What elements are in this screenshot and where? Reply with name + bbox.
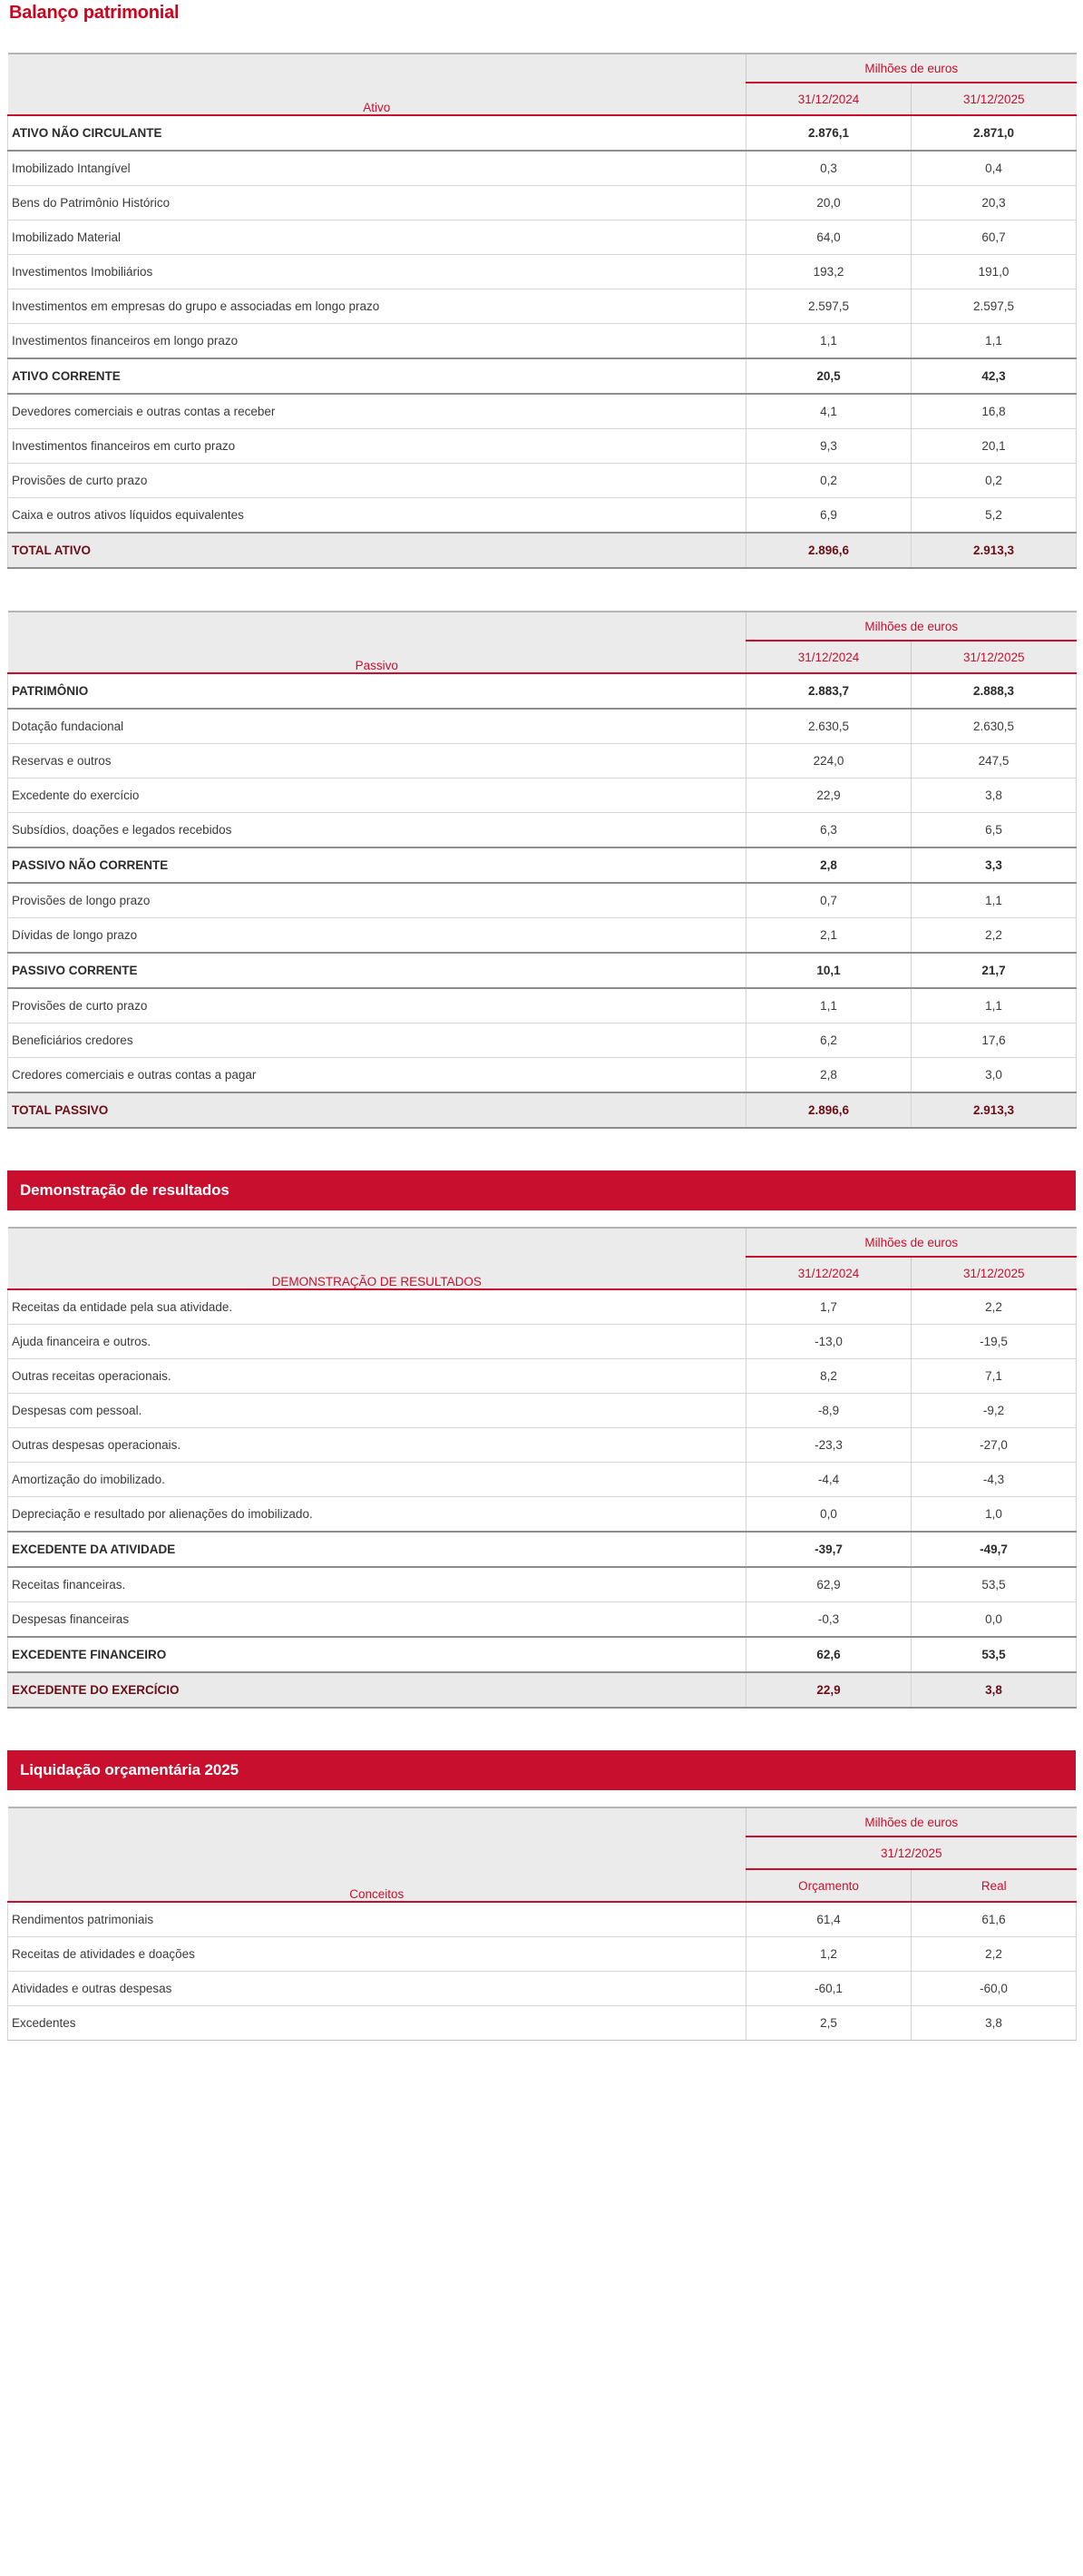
table-row (8, 289, 1077, 324)
row-value-1: 0,0 (746, 1497, 912, 1533)
row-value-2: 247,5 (912, 744, 1077, 779)
table-row (8, 429, 1077, 464)
row-label: Despesas financeiras (8, 1602, 746, 1638)
table-row (8, 464, 1077, 498)
row-value-1: 6,9 (746, 498, 912, 534)
row-value-1: 2.896,6 (746, 533, 912, 568)
row-value-1: 2.630,5 (746, 709, 912, 744)
row-label: Investimentos em empresas do grupo e associadas em longo prazo (8, 289, 746, 324)
table-row (8, 1024, 1077, 1058)
row-value-2: 42,3 (912, 358, 1077, 394)
spacer (7, 569, 1076, 611)
table-row (8, 394, 1077, 429)
table-row (8, 744, 1077, 779)
row-label: PASSIVO CORRENTE (8, 953, 746, 988)
row-label: Investimentos financeiros em curto prazo (8, 429, 746, 464)
row-value-1: 2,1 (746, 918, 912, 954)
row-value-1: 9,3 (746, 429, 912, 464)
row-value-2: -60,0 (912, 1972, 1077, 2006)
row-label: Excedente do exercício (8, 779, 746, 813)
row-label: EXCEDENTE FINANCEIRO (8, 1637, 746, 1672)
row-value-2: -27,0 (912, 1428, 1077, 1463)
row-value-2: -9,2 (912, 1394, 1077, 1428)
row-value-1: -60,1 (746, 1972, 912, 2006)
liabilities-table-head (8, 612, 1077, 673)
assets-table-head (8, 54, 1077, 115)
spacer (7, 1129, 1076, 1170)
row-value-1: 2.597,5 (746, 289, 912, 324)
table-row (8, 1058, 1077, 1093)
section-banner-budget-liquidation: Liquidação orçamentária 2025 (7, 1750, 1076, 1790)
budget-date-header: 31/12/2025 (746, 1837, 1077, 1869)
row-value-1: 22,9 (746, 779, 912, 813)
row-value-2: 61,6 (912, 1902, 1077, 1937)
table-row (8, 1972, 1077, 2006)
table-row (8, 883, 1077, 918)
row-value-2: 2,2 (912, 1289, 1077, 1325)
row-value-1: -13,0 (746, 1325, 912, 1359)
row-value-1: 1,2 (746, 1937, 912, 1972)
row-value-1: 8,2 (746, 1359, 912, 1394)
table-row (8, 673, 1077, 709)
page-title-balance: Balanço patrimonial (9, 3, 180, 23)
budget-row-label-header: Conceitos (8, 1807, 746, 1902)
row-value-1: 193,2 (746, 255, 912, 289)
assets-column-header-1: 31/12/2024 (746, 83, 912, 115)
row-value-2: 53,5 (912, 1567, 1077, 1602)
row-value-2: -49,7 (912, 1532, 1077, 1567)
row-value-2: 3,8 (912, 2006, 1077, 2041)
table-row (8, 115, 1077, 151)
table-row (8, 1532, 1077, 1567)
row-label: Receitas de atividades e doações (8, 1937, 746, 1972)
row-value-1: 20,5 (746, 358, 912, 394)
income-statement-row-label-header: DEMONSTRAÇÃO DE RESULTADOS (8, 1228, 746, 1289)
row-label: Outras despesas operacionais. (8, 1428, 746, 1463)
income-statement-table (7, 1227, 1077, 1709)
spacer (7, 1790, 1076, 1807)
row-value-2: 0,4 (912, 151, 1077, 186)
row-label: Imobilizado Intangível (8, 151, 746, 186)
row-value-2: 1,1 (912, 324, 1077, 359)
table-row (8, 1602, 1077, 1638)
spacer (7, 25, 1076, 53)
table-row (8, 813, 1077, 848)
assets-column-header-2: 31/12/2025 (912, 83, 1077, 115)
table-row (8, 709, 1077, 744)
row-label: Subsídios, doações e legados recebidos (8, 813, 746, 848)
table-row (8, 1567, 1077, 1602)
table-row (8, 953, 1077, 988)
table-row (8, 2006, 1077, 2041)
row-value-2: 60,7 (912, 220, 1077, 255)
table-row (8, 324, 1077, 359)
row-value-2: 2,2 (912, 1937, 1077, 1972)
row-label: Depreciação e resultado por alienações do imobilizado. (8, 1497, 746, 1533)
row-value-2: 2.871,0 (912, 115, 1077, 151)
row-value-1: -39,7 (746, 1532, 912, 1567)
row-label: Reservas e outros (8, 744, 746, 779)
row-label: Bens do Patrimônio Histórico (8, 186, 746, 220)
table-row (8, 358, 1077, 394)
table-row (8, 151, 1077, 186)
row-value-1: -23,3 (746, 1428, 912, 1463)
table-row (8, 1937, 1077, 1972)
row-value-2: 21,7 (912, 953, 1077, 988)
row-label: Provisões de curto prazo (8, 988, 746, 1024)
row-value-2: 2.913,3 (912, 1092, 1077, 1128)
row-value-1: 1,1 (746, 988, 912, 1024)
assets-table (7, 53, 1077, 569)
row-label: Outras receitas operacionais. (8, 1359, 746, 1394)
liabilities-unit-header: Milhões de euros (746, 612, 1077, 641)
table-row (8, 988, 1077, 1024)
row-label: PASSIVO NÃO CORRENTE (8, 847, 746, 883)
row-label: Provisões de curto prazo (8, 464, 746, 498)
row-value-2: 20,1 (912, 429, 1077, 464)
row-value-1: 1,7 (746, 1289, 912, 1325)
row-value-2: 2.630,5 (912, 709, 1077, 744)
row-label: Caixa e outros ativos líquidos equivalentes (8, 498, 746, 534)
row-value-1: 2,8 (746, 847, 912, 883)
row-value-1: 22,9 (746, 1672, 912, 1708)
row-value-2: 5,2 (912, 498, 1077, 534)
liabilities-table (7, 611, 1077, 1129)
row-value-2: 2,2 (912, 918, 1077, 954)
row-value-1: 2,8 (746, 1058, 912, 1093)
budget-liquidation-table (7, 1807, 1077, 2041)
budget-column-header-2: Real (912, 1869, 1077, 1902)
row-value-1: 6,2 (746, 1024, 912, 1058)
row-value-2: 1,0 (912, 1497, 1077, 1533)
income-statement-table-head (8, 1228, 1077, 1289)
row-value-2: -4,3 (912, 1463, 1077, 1497)
row-value-2: 1,1 (912, 883, 1077, 918)
liabilities-column-header-1: 31/12/2024 (746, 641, 912, 673)
row-label: EXCEDENTE DA ATIVIDADE (8, 1532, 746, 1567)
row-value-2: 20,3 (912, 186, 1077, 220)
row-value-1: 10,1 (746, 953, 912, 988)
row-value-2: 7,1 (912, 1359, 1077, 1394)
table-row (8, 220, 1077, 255)
income-statement-column-header-1: 31/12/2024 (746, 1257, 912, 1289)
row-label: Investimentos Imobiliários (8, 255, 746, 289)
row-value-1: 6,3 (746, 813, 912, 848)
row-label: Receitas da entidade pela sua atividade. (8, 1289, 746, 1325)
row-value-1: -8,9 (746, 1394, 912, 1428)
budget-column-header-1: Orçamento (746, 1869, 912, 1902)
row-value-2: 3,3 (912, 847, 1077, 883)
table-row (8, 1902, 1077, 1937)
row-value-2: 53,5 (912, 1637, 1077, 1672)
row-label: Beneficiários credores (8, 1024, 746, 1058)
budget-liquidation-table-head (8, 1807, 1077, 1902)
row-label: Dívidas de longo prazo (8, 918, 746, 954)
row-label: Imobilizado Material (8, 220, 746, 255)
table-row (8, 1359, 1077, 1394)
budget-unit-header: Milhões de euros (746, 1807, 1077, 1837)
row-value-2: 0,0 (912, 1602, 1077, 1638)
table-row (8, 847, 1077, 883)
row-value-2: 3,8 (912, 779, 1077, 813)
row-label: Rendimentos patrimoniais (8, 1902, 746, 1937)
row-value-2: 191,0 (912, 255, 1077, 289)
row-label: PATRIMÔNIO (8, 673, 746, 709)
row-value-2: 2.888,3 (912, 673, 1077, 709)
row-label: TOTAL PASSIVO (8, 1092, 746, 1128)
row-label: TOTAL ATIVO (8, 533, 746, 568)
row-label: Despesas com pessoal. (8, 1394, 746, 1428)
row-value-2: 0,2 (912, 464, 1077, 498)
table-row (8, 1463, 1077, 1497)
table-row (8, 1325, 1077, 1359)
row-value-1: 2.883,7 (746, 673, 912, 709)
row-label: Devedores comerciais e outras contas a receber (8, 394, 746, 429)
table-row (8, 918, 1077, 954)
table-row (8, 1394, 1077, 1428)
spacer (7, 1210, 1076, 1227)
row-value-2: 2.597,5 (912, 289, 1077, 324)
row-value-2: 3,0 (912, 1058, 1077, 1093)
row-value-2: 16,8 (912, 394, 1077, 429)
row-value-2: 2.913,3 (912, 533, 1077, 568)
row-value-2: -19,5 (912, 1325, 1077, 1359)
row-label: Amortização do imobilizado. (8, 1463, 746, 1497)
row-value-1: 62,9 (746, 1567, 912, 1602)
row-value-1: 224,0 (746, 744, 912, 779)
row-value-1: 0,3 (746, 151, 912, 186)
row-label: Atividades e outras despesas (8, 1972, 746, 2006)
row-value-1: 20,0 (746, 186, 912, 220)
income-statement-column-header-2: 31/12/2025 (912, 1257, 1077, 1289)
row-label: Dotação fundacional (8, 709, 746, 744)
table-row (8, 1672, 1077, 1708)
row-label: ATIVO NÃO CIRCULANTE (8, 115, 746, 151)
table-row (8, 498, 1077, 534)
budget-liquidation-table-body (8, 1902, 1077, 2041)
row-value-1: -4,4 (746, 1463, 912, 1497)
row-value-1: 64,0 (746, 220, 912, 255)
assets-table-body (8, 115, 1077, 568)
row-value-1: 0,2 (746, 464, 912, 498)
row-value-1: -0,3 (746, 1602, 912, 1638)
row-label: ATIVO CORRENTE (8, 358, 746, 394)
row-value-1: 62,6 (746, 1637, 912, 1672)
row-value-1: 4,1 (746, 394, 912, 429)
table-row (8, 1092, 1077, 1128)
row-label: Ajuda financeira e outros. (8, 1325, 746, 1359)
income-statement-table-body (8, 1289, 1077, 1708)
assets-row-label-header: Ativo (8, 54, 746, 115)
table-row (8, 779, 1077, 813)
row-value-1: 2.876,1 (746, 115, 912, 151)
row-value-1: 2.896,6 (746, 1092, 912, 1128)
table-row (8, 533, 1077, 568)
table-row (8, 1428, 1077, 1463)
section-banner-income-statement: Demonstração de resultados (7, 1170, 1076, 1210)
assets-unit-header: Milhões de euros (746, 54, 1077, 83)
table-row (8, 1289, 1077, 1325)
spacer (7, 1709, 1076, 1750)
table-row (8, 1637, 1077, 1672)
liabilities-table-body (8, 673, 1077, 1128)
row-value-1: 0,7 (746, 883, 912, 918)
row-label: Provisões de longo prazo (8, 883, 746, 918)
row-value-1: 61,4 (746, 1902, 912, 1937)
row-value-2: 17,6 (912, 1024, 1077, 1058)
row-label: Credores comerciais e outras contas a pagar (8, 1058, 746, 1093)
table-row (8, 186, 1077, 220)
row-value-2: 1,1 (912, 988, 1077, 1024)
table-row (8, 1497, 1077, 1533)
row-label: Investimentos financeiros em longo prazo (8, 324, 746, 359)
liabilities-row-label-header: Passivo (8, 612, 746, 673)
row-value-1: 1,1 (746, 324, 912, 359)
row-value-1: 2,5 (746, 2006, 912, 2041)
row-label: Receitas financeiras. (8, 1567, 746, 1602)
liabilities-column-header-2: 31/12/2025 (912, 641, 1077, 673)
income-statement-unit-header: Milhões de euros (746, 1228, 1077, 1257)
table-row (8, 255, 1077, 289)
row-value-2: 6,5 (912, 813, 1077, 848)
row-value-2: 3,8 (912, 1672, 1077, 1708)
row-label: EXCEDENTE DO EXERCÍCIO (8, 1672, 746, 1708)
row-label: Excedentes (8, 2006, 746, 2041)
